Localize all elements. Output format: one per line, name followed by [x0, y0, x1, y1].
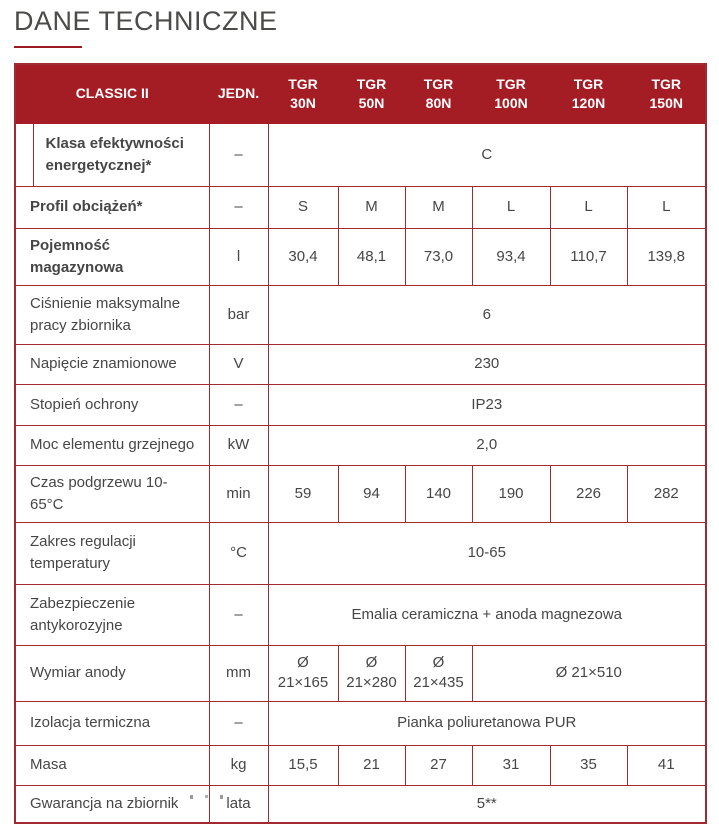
row-label: Ciśnienie maksymalne pracy zbiornika [15, 285, 209, 344]
cell-value: L [627, 186, 706, 228]
row-label: Zabezpieczenie antykorozyjne [15, 584, 209, 645]
header-model-30n [268, 64, 338, 123]
table-row [15, 645, 706, 701]
cell-value: 93,4 [472, 228, 550, 285]
anode-cell [405, 645, 472, 701]
header-unit-col: JEDN. [209, 64, 268, 123]
row-unit: V [209, 344, 268, 384]
table-row [15, 745, 706, 785]
table-row [15, 186, 706, 228]
table-row [15, 123, 706, 186]
header-model-150n [627, 64, 706, 123]
row-label: Klasa efektywności energetycznej* [33, 123, 209, 186]
row-unit: – [209, 186, 268, 228]
cell-value: 139,8 [627, 228, 706, 285]
cell-value: M [405, 186, 472, 228]
anode-size: 21×165 [277, 674, 329, 691]
cell-value: 27 [405, 745, 472, 785]
row-label: Moc elementu grzejnego [15, 425, 209, 465]
cell-value: 110,7 [550, 228, 627, 285]
table-row [15, 465, 706, 522]
row-unit: min [209, 465, 268, 522]
cell-value: 190 [472, 465, 550, 522]
table-row [15, 344, 706, 384]
row-span-value: IP23 [268, 384, 706, 425]
model-size: 100N [494, 94, 528, 111]
row-unit: mm [209, 645, 268, 701]
cell-value: S [268, 186, 338, 228]
table-row [15, 584, 706, 645]
row-label: Pojemność magazynowa [15, 228, 209, 285]
row-unit: – [209, 384, 268, 425]
cell-value: 73,0 [405, 228, 472, 285]
cell-value: 282 [627, 465, 706, 522]
table-row [15, 425, 706, 465]
row-label: Profil obciążeń* [15, 186, 209, 228]
cell-value: 59 [268, 465, 338, 522]
anode-size: 21×280 [346, 674, 397, 691]
table-row [15, 228, 706, 285]
model-size: 150N [649, 94, 683, 111]
row-label: Czas podgrzewu 10-65°C [15, 465, 209, 522]
row-label: Izolacja termiczna [15, 701, 209, 745]
page-title: DANE TECHNICZNE [14, 6, 278, 36]
table-row [15, 785, 706, 823]
model-name: TGR [496, 75, 526, 92]
row-span-value: Emalia ceramiczna + anoda magnezowa [268, 584, 706, 645]
row-label: Stopień ochrony [15, 384, 209, 425]
diameter-symbol: Ø [432, 654, 445, 671]
row-unit: kW [209, 425, 268, 465]
anode-cell [338, 645, 405, 701]
row-span-value: 230 [268, 344, 706, 384]
cell-value: 31 [472, 745, 550, 785]
row-unit: – [209, 584, 268, 645]
row-unit: – [209, 123, 268, 186]
cell-value: 35 [550, 745, 627, 785]
row-span-value: 2,0 [268, 425, 706, 465]
header-model-100n [472, 64, 550, 123]
row-unit: lata [209, 785, 268, 823]
technical-data-table [14, 63, 707, 824]
anode-cell [268, 645, 338, 701]
row-span-value: 6 [268, 285, 706, 344]
row-label: Wymiar anody [15, 645, 209, 701]
model-name: TGR [573, 75, 604, 92]
table-row [15, 285, 706, 344]
anode-span-cell: Ø 21×510 [472, 645, 706, 701]
row-unit: bar [209, 285, 268, 344]
model-name: TGR [423, 75, 454, 92]
cell-value: M [338, 186, 405, 228]
cell-value: 226 [550, 465, 627, 522]
row-unit: – [209, 701, 268, 745]
cell-value: 15,5 [268, 745, 338, 785]
row-span-value: 10-65 [268, 522, 706, 584]
table-row [15, 701, 706, 745]
table-row [15, 522, 706, 584]
table-row [15, 384, 706, 425]
row-label: Masa [15, 745, 209, 785]
header-model-120n [550, 64, 627, 123]
diameter-symbol: Ø [365, 654, 378, 671]
row-label: Zakres regulacji temperatury [15, 522, 209, 584]
row-span-value: C [268, 123, 706, 186]
diameter-symbol: Ø [297, 654, 309, 671]
row-spacer-cell [15, 123, 33, 186]
row-span-value: 5** [268, 785, 706, 823]
cell-value: L [550, 186, 627, 228]
header-model-80n [405, 64, 472, 123]
model-name: TGR [651, 75, 682, 92]
cell-value: 30,4 [268, 228, 338, 285]
model-size: 50N [358, 94, 385, 111]
row-label: Napięcie znamionowe [15, 344, 209, 384]
cell-value: 94 [338, 465, 405, 522]
model-name: TGR [356, 75, 387, 92]
title-underline [14, 46, 82, 48]
cell-value: 140 [405, 465, 472, 522]
cell-value: 41 [627, 745, 706, 785]
anode-size: 21×435 [413, 674, 464, 691]
cell-value: 48,1 [338, 228, 405, 285]
header-model-50n [338, 64, 405, 123]
table-header-row [15, 64, 706, 123]
row-span-value: Pianka poliuretanowa PUR [268, 701, 706, 745]
cell-value: L [472, 186, 550, 228]
cell-value: 21 [338, 745, 405, 785]
model-name: TGR [288, 75, 318, 92]
cropped-footnote-fragment [190, 795, 310, 800]
row-label: Gwarancja na zbiornik [15, 785, 209, 823]
model-size: 80N [425, 94, 452, 111]
header-product: CLASSIC II [15, 64, 209, 123]
row-unit: l [209, 228, 268, 285]
row-unit: kg [209, 745, 268, 785]
model-size: 120N [571, 94, 606, 111]
row-unit: °C [209, 522, 268, 584]
model-size: 30N [290, 94, 316, 111]
